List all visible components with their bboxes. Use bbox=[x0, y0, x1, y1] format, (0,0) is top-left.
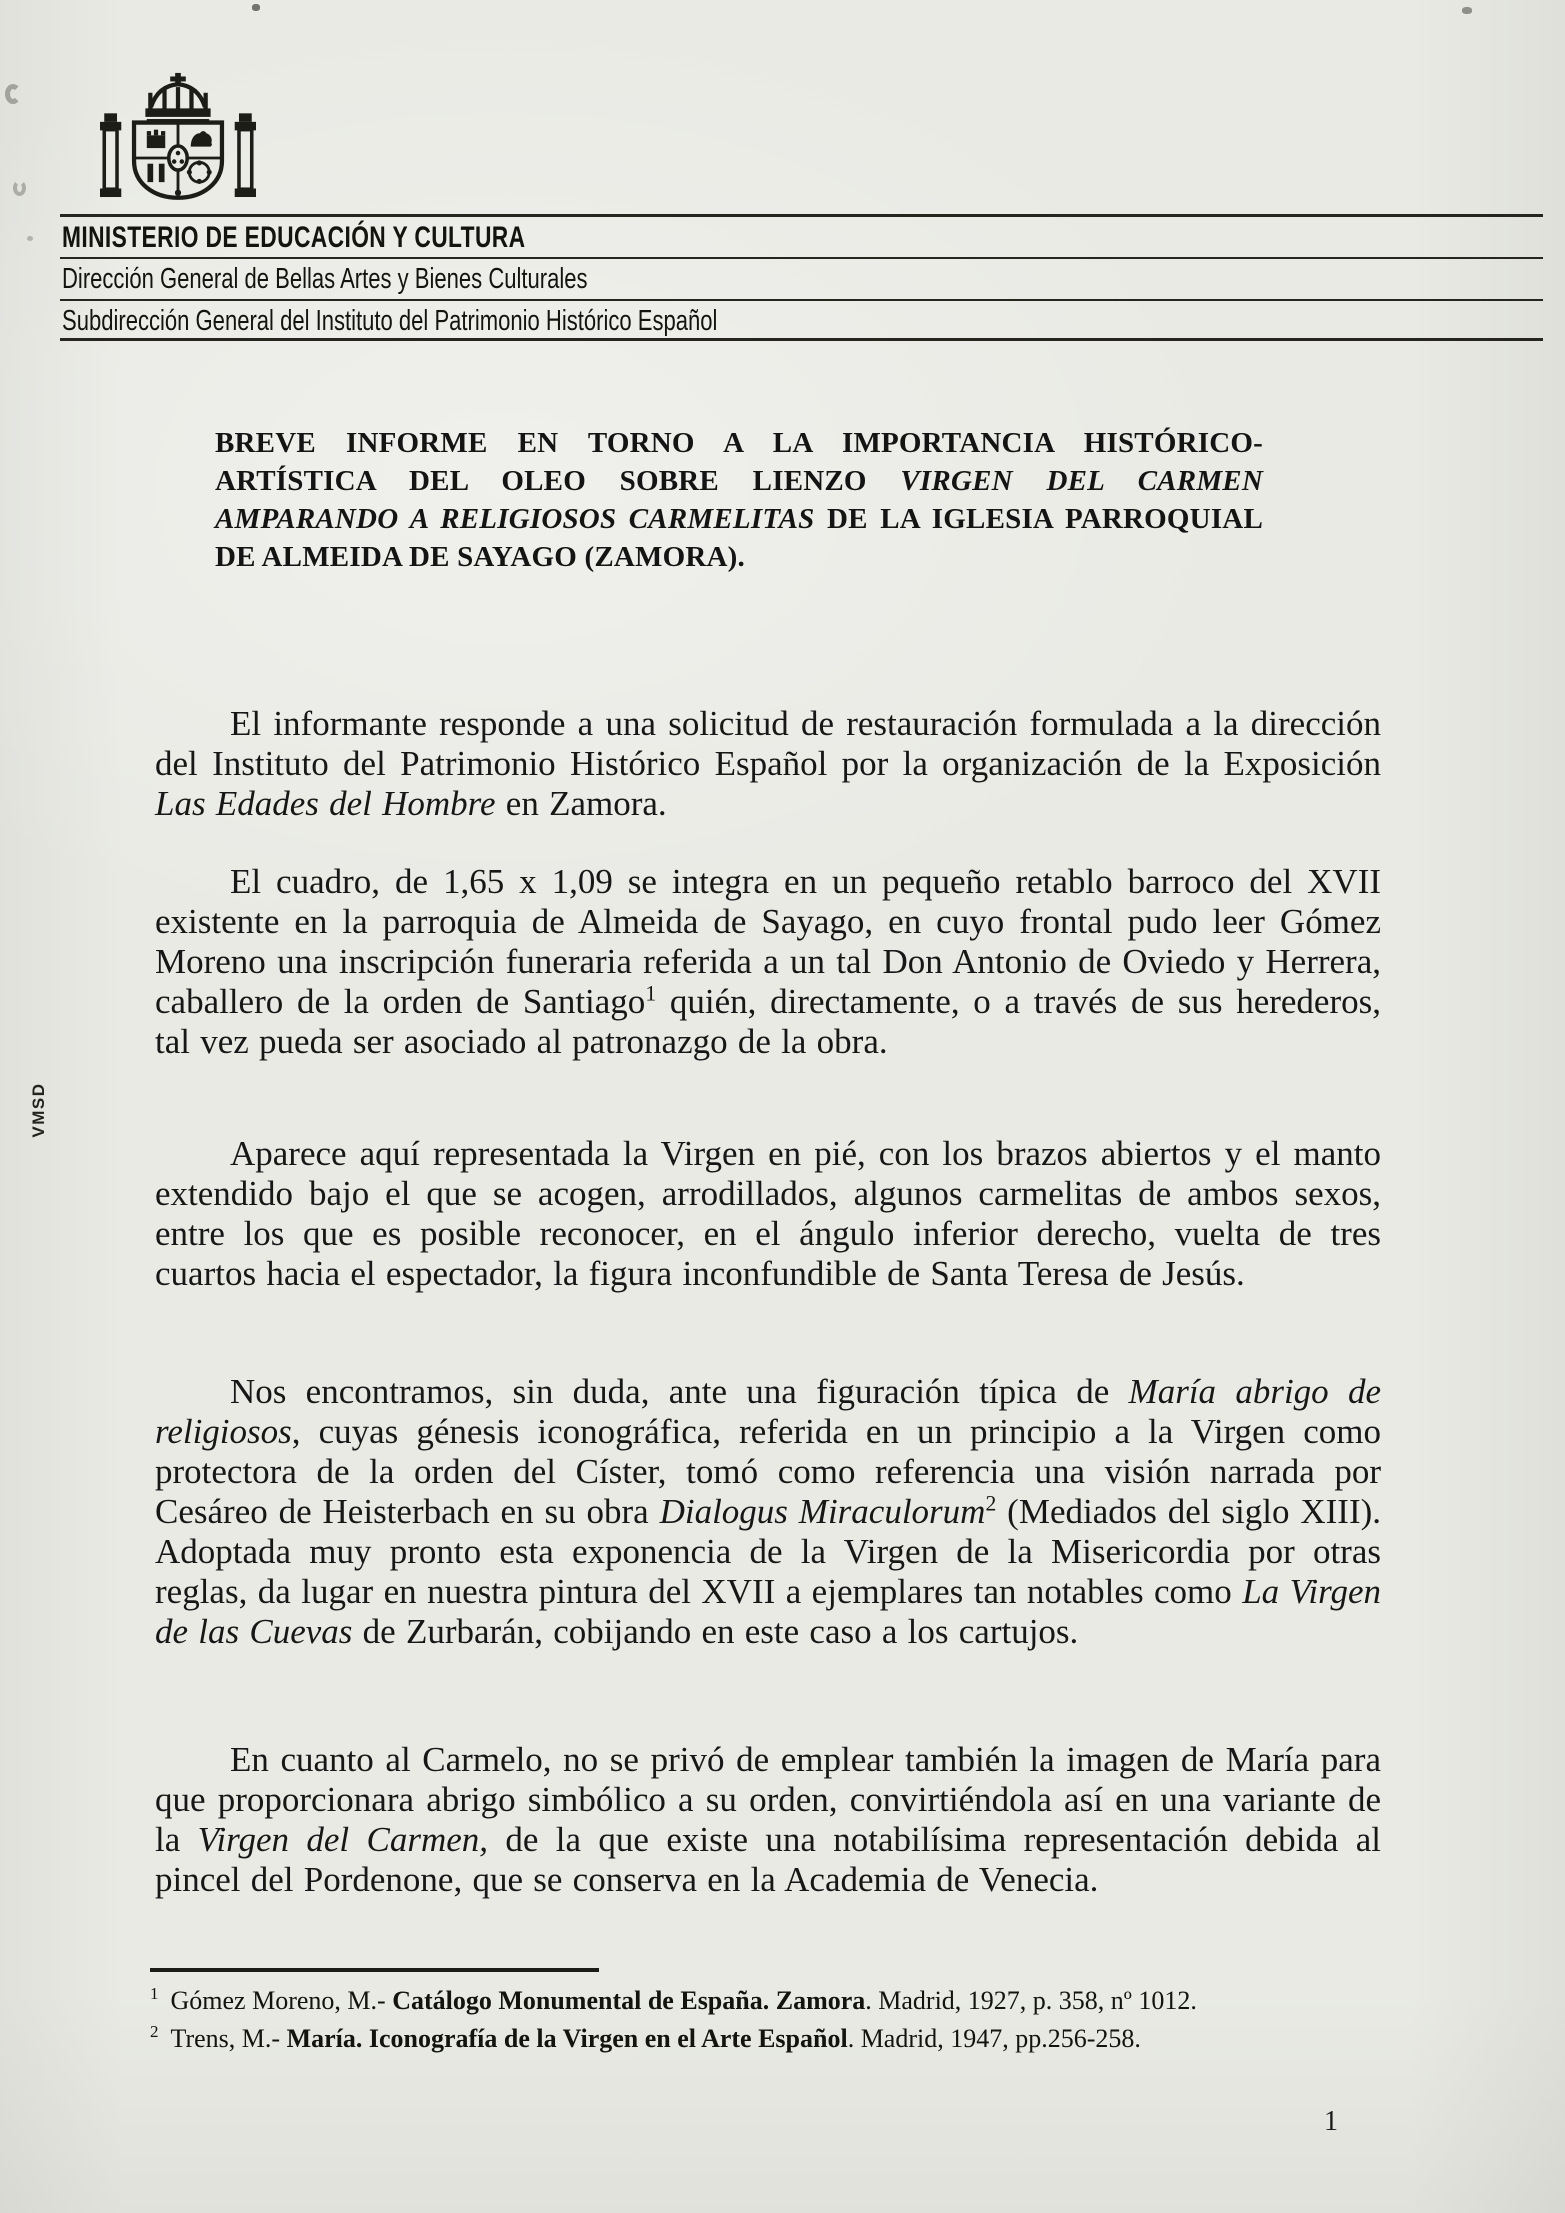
margin-stamp-vmsd: VMSD bbox=[29, 1082, 48, 1138]
scan-speck bbox=[1462, 7, 1472, 14]
subdireccion-general-subtitle: Subdirección General del Instituto del Patrimonio Histórico Español bbox=[62, 305, 718, 337]
body-paragraph-3: Aparece aquí representada la Virgen en pié, con los brazos abiertos y el manto extendido bajo el que se acogen, arrodillados, algunos carmelitas de ambos sexos, entre los que es posible reconocer, en el ángulo inferior derecho, vuelta de tres cuartos hacia el espectador, la figura inconfundible de Santa Teresa de Jesús. bbox=[155, 1134, 1381, 1293]
body-paragraph-5: En cuanto al Carmelo, no se privó de emplear también la imagen de María para que proporcionara abrigo simbólico a su orden, convirtiéndola así en una variante de la Virgen del Carmen, de la que existe una notabilísima representación debida al pincel del Pordenone, que se conserva en la Academia de Venecia. bbox=[155, 1740, 1381, 1899]
punch-hole-mark bbox=[13, 180, 26, 196]
ministry-title: MINISTERIO DE EDUCACIÓN Y CULTURA bbox=[62, 221, 526, 254]
report-title: BREVE INFORME EN TORNO A LA IMPORTANCIA HISTÓRICO-ARTÍSTICA DEL OLEO SOBRE LIENZO VIRGEN DEL CARMEN AMPARANDO A RELIGIOSOS CARMELITAS DE LA IGLESIA PARROQUIAL DE ALMEIDA DE SAYAGO (ZAMORA). bbox=[215, 427, 1263, 573]
header-rule bbox=[60, 338, 1543, 341]
footnote-2-number: 2 bbox=[150, 2022, 159, 2042]
body-paragraph-2: El cuadro, de 1,65 x 1,09 se integra en un pequeño retablo barroco del XVII existente en la parroquia de Almeida de Sayago, en cuyo frontal pudo leer Gómez Moreno una inscripción funeraria referida a un tal Don Antonio de Oviedo y Herrera, caballero de la orden de Santiago$^1$ quién, directamente, o a través de sus herederos, tal vez pueda ser asociado al patronazgo de la obra. bbox=[155, 862, 1381, 1061]
body-paragraph-4: Nos encontramos, sin duda, ante una figuración típica de María abrigo de religiosos, cuyas génesis iconográfica, referida en un principio a la Virgen como protectora de la orden del Císter, tomó como referencia una visión narrada por Cesáreo de Heisterbach en su obra Dialogus Miraculorum$^2$ (Mediados del siglo XIII). Adoptada muy pronto esta exponencia de la Virgen de la Misericordia por otras reglas, da lugar en nuestra pintura del XVII a ejemplares tan notables como La Virgen de las Cuevas de Zurbarán, cobijando en este caso a los cartujos. bbox=[155, 1372, 1382, 1651]
spain-coat-of-arms-icon bbox=[100, 70, 256, 212]
footnote-1 bbox=[150, 1984, 1330, 2018]
punch-hole-mark bbox=[5, 84, 21, 104]
header-rule bbox=[60, 299, 1543, 301]
body-paragraph-1: El informante responde a una solicitud de restauración formulada a la dirección del Instituto del Patrimonio Histórico Español por la organización de la Exposición Las Edades del Hombre en Zamora. bbox=[155, 704, 1381, 823]
footnote-1-text: Gómez Moreno, M.- Catálogo Monumental de España. Zamora. Madrid, 1927, p. 358, nº 1012. bbox=[170, 1986, 1197, 2015]
footnote-1-number: 1 bbox=[150, 1984, 159, 2004]
footnote-2 bbox=[150, 2022, 1330, 2056]
header-rule bbox=[60, 214, 1543, 217]
scan-speck bbox=[252, 4, 260, 11]
footnote-separator bbox=[150, 1968, 599, 1972]
header-rule bbox=[60, 257, 1543, 259]
direccion-general-subtitle: Dirección General de Bellas Artes y Bienes Culturales bbox=[62, 263, 588, 295]
footnote-2-text: Trens, M.- María. Iconografía de la Virgen en el Arte Español. Madrid, 1947, pp.256-258. bbox=[170, 2024, 1141, 2053]
page-number: 1 bbox=[1324, 2106, 1338, 2137]
punch-hole-mark bbox=[27, 236, 33, 241]
